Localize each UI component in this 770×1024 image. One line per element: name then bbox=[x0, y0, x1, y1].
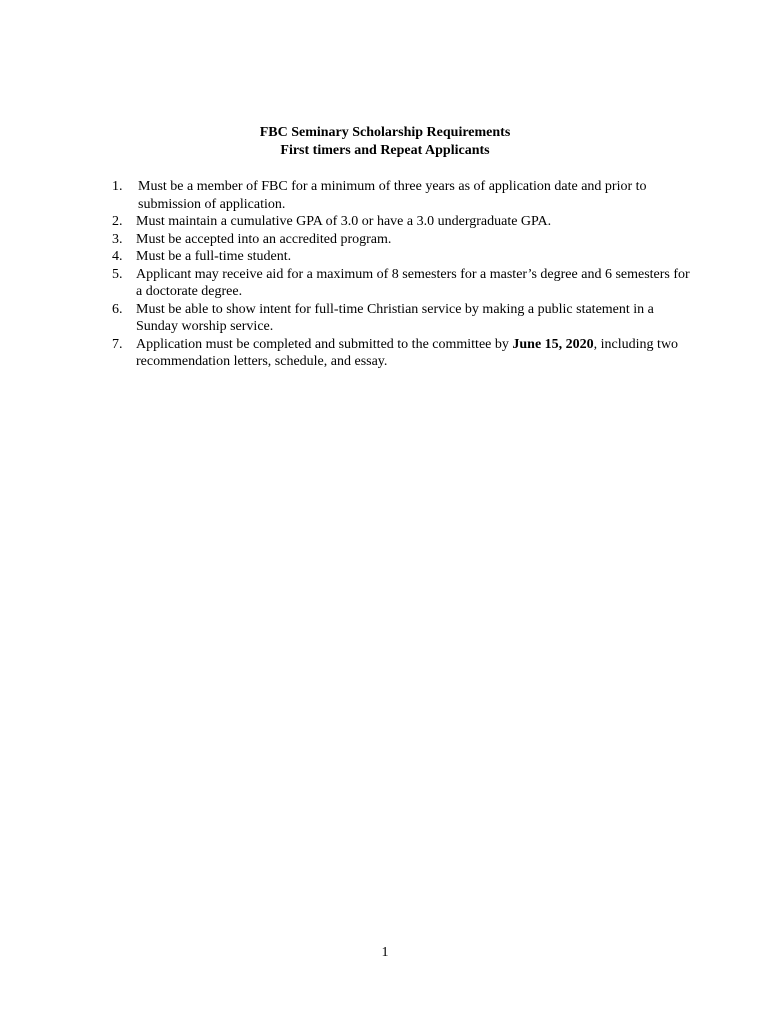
list-item-text: Must be accepted into an accredited program. bbox=[136, 231, 392, 247]
list-item bbox=[112, 301, 692, 336]
list-item bbox=[112, 266, 692, 301]
document-subtitle: First timers and Repeat Applicants bbox=[280, 143, 490, 158]
list-item-text: Must maintain a cumulative GPA of 3.0 or have a 3.0 undergraduate GPA. bbox=[136, 214, 552, 229]
list-item-text bbox=[136, 336, 692, 371]
list-item-text: Must be a full-time student. bbox=[136, 249, 292, 264]
list-item bbox=[112, 248, 692, 266]
list-item-number: 1. bbox=[112, 179, 123, 194]
deadline-date: June 15, 2020 bbox=[512, 336, 594, 352]
list-item-text-before: Application must be completed and submitted to the committee by bbox=[136, 336, 513, 352]
list-item bbox=[112, 336, 692, 371]
list-item-text: Must be able to show intent for full-time Christian service by making a public statement in a Sunday worship service. bbox=[136, 301, 654, 334]
list-item-text: Applicant may receive aid for a maximum of 8 semesters for a master’s degree and 6 semesters for a doctorate degree. bbox=[136, 266, 690, 299]
list-item-number: 5. bbox=[112, 266, 123, 282]
list-item-number: 3. bbox=[112, 231, 123, 247]
list-item bbox=[112, 231, 692, 249]
list-item bbox=[112, 178, 692, 213]
list-item-number: 6. bbox=[112, 301, 123, 317]
page-number: 1 bbox=[381, 945, 389, 960]
list-item-number: 7. bbox=[112, 336, 123, 352]
document-title: FBC Seminary Scholarship Requirements bbox=[259, 125, 511, 140]
requirements-list bbox=[112, 178, 692, 371]
list-item bbox=[112, 213, 692, 231]
list-item-text: Must be a member of FBC for a minimum of three years as of application date and prior to submission of application. bbox=[138, 179, 647, 212]
list-item-text-after: , including two recommendation letters, schedule, and essay. bbox=[136, 336, 679, 369]
list-item-number: 2. bbox=[112, 214, 123, 229]
list-item-number: 4. bbox=[112, 249, 123, 264]
